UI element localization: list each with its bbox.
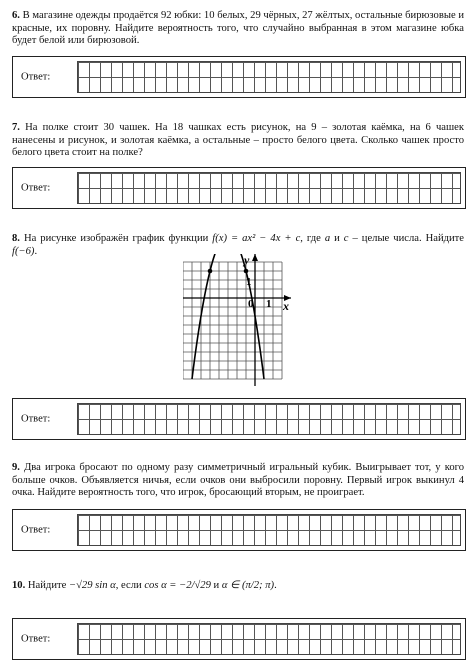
answer-box-6 [12,56,466,98]
answer-box-9 [12,509,466,551]
expression-cos: cos α = −2/√29 [144,580,211,591]
parabola-graph [183,254,293,386]
task-7 [12,122,464,160]
task-text: и [330,233,344,244]
task-text: . [274,580,277,591]
x-unit-label: 1 [266,298,272,310]
expression-sin: −√29 sin α [68,580,116,591]
var-c: c [343,233,349,244]
answer-label: Ответ: [21,633,51,645]
answer-label: Ответ: [21,524,51,536]
task-6 [12,10,464,48]
origin-label: 0 [248,298,254,310]
answer-label: Ответ: [21,182,51,194]
x-axis-label: x [283,299,289,313]
task-text: и [210,580,222,591]
answer-label: Ответ: [21,413,51,425]
y-unit-label: 1 [246,276,252,288]
task-text: Найдите [27,580,69,591]
y-axis-arrow [252,254,258,261]
marked-point [244,269,249,274]
task-number: 7. [12,122,20,133]
answer-box-8 [12,398,466,440]
task-10 [12,580,464,593]
answer-box-7 [12,167,466,209]
task-text: , где [300,233,325,244]
task-9 [12,462,464,500]
graph-grid [183,262,282,379]
expression-interval: α ∈ (π/2; π) [221,580,275,591]
task-text: . [34,245,38,257]
answer-grid[interactable] [77,172,461,204]
function-formula: f(x) = ax² − 4x + c [212,233,301,244]
answer-box-10 [12,618,466,660]
answer-grid[interactable] [77,623,461,655]
task-number: 6. [12,10,20,21]
task-text: – целые числа. Найдите [348,233,465,244]
task-number: 10. [12,580,26,591]
answer-grid[interactable] [77,61,461,93]
task-text: В магазине одежды продаётся 92 юбки: 10 белых, 29 чёрных, 27 жёлтых, остальные бирюзовые и красные, их поровну. Найдите вероятность того, что случайно выбранная в этом магазине юбка будет белой или бирюзовой. [12,10,464,47]
task-text: Два игрока бросают по одному разу симметричный игральный кубик. Выигрывает тот, у кого больше очков. Объявляется ничья, если очков они выбросили поровну. Первый игрок выкинул 4 очка. Найдите вероятность того, что игрок, бросающий вторым, не проиграет. [12,462,464,499]
task-text: На рисунке изображён график функции [23,233,213,244]
y-axis-label: y [244,254,250,267]
var-a: a [324,233,331,244]
task-number: 9. [12,462,20,473]
answer-label: Ответ: [21,71,51,83]
answer-grid[interactable] [77,514,461,546]
find-expression: f(−6) [12,245,35,257]
marked-point [208,269,213,274]
answer-grid[interactable] [77,403,461,435]
task-number: 8. [12,233,20,244]
task-text: , если [115,580,145,591]
task-text: На полке стоит 30 чашек. На 18 чашках есть рисунок, на 9 – золотая каёмка, на 6 чашек нанесены и рисунок, и золотая каёмка, а остальные – просто белого цвета. Сколько чашек просто белого цвета стоит на полке? [12,122,464,159]
